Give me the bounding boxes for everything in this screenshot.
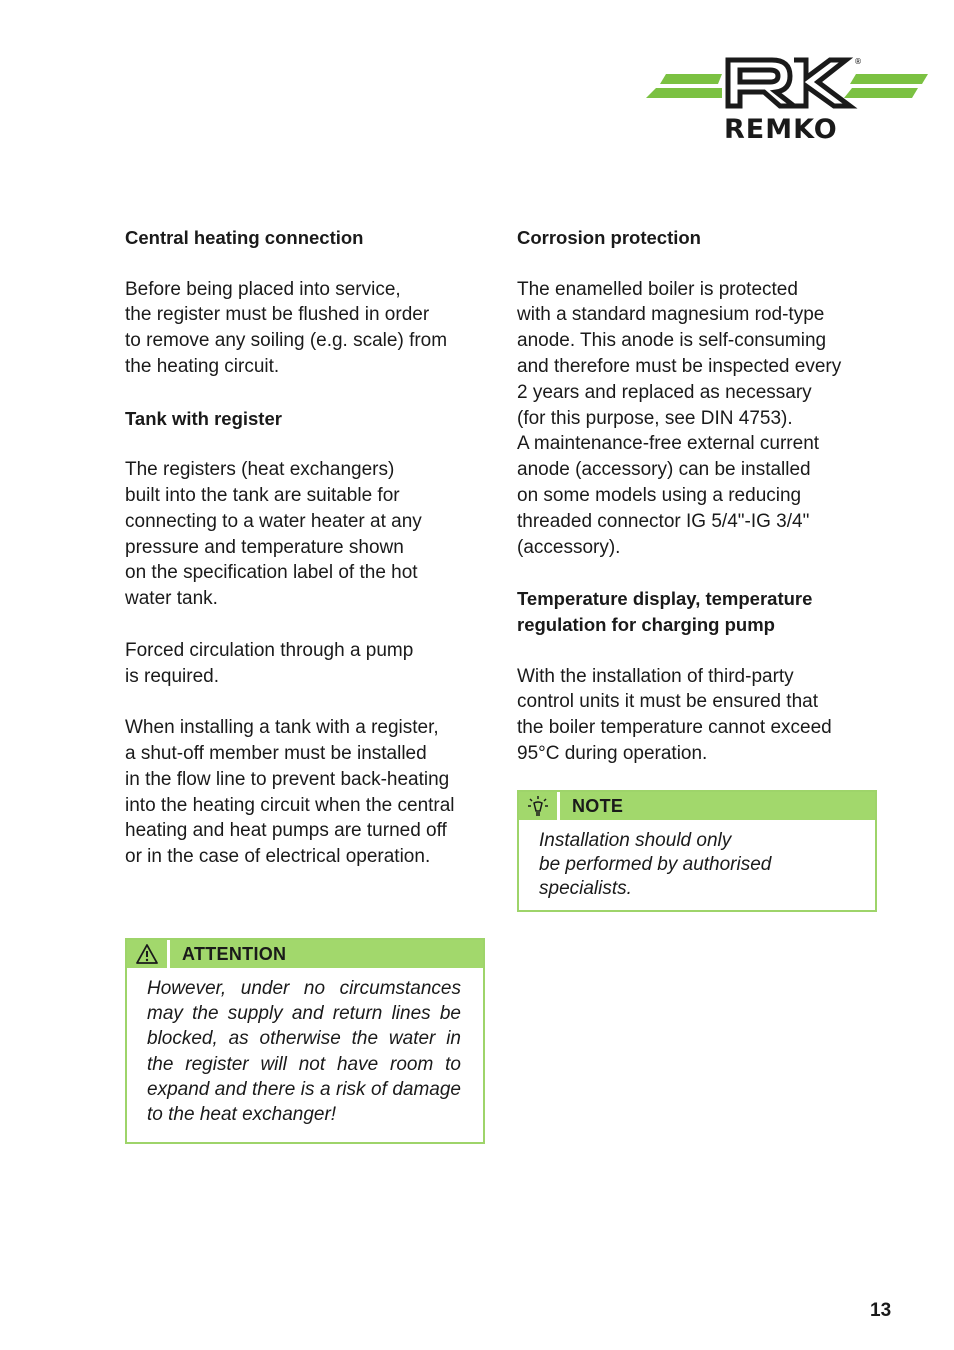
attention-box [125,938,485,1144]
central-heating-heading: Central heating connection [125,227,364,248]
note-box [517,790,877,912]
left-column [125,225,485,870]
note-text: Installation should only be performed by authorised specialists. [539,830,772,899]
tank-register-heading: Tank with register [125,407,282,429]
attention-header [127,940,483,968]
right-column [517,225,877,767]
note-title: NOTE [560,792,875,820]
temperature-heading: Temperature display, temperature regulation for charging pump [517,588,813,635]
corrosion-heading: Corrosion protection [517,227,701,248]
remko-logo [644,52,934,144]
shut-off-paragraph: When installing a tank with a register, a shut-off member must be installed in the flow line to prevent back-heating into the heating circuit when the central heating and heat pumps are turned off or in the case of electrical operation. [125,717,455,868]
tank-register-paragraph: The registers (heat exchangers) built into the tank are suitable for connecting to a water heater at any pressure and temperature shown on the specification label of the hot water tank. [125,459,422,610]
corrosion-paragraph: The enamelled boiler is protected with a standard magnesium rod-type anode. This anode is self-consuming and therefore must be inspected every 2 years and replaced as necessary (for this purpose, see DIN 4753). A maintenance-free external current anode (accessory) can be installed on some models using a reducing threaded connector IG 5/4"-IG 3/4" (accessory). [517,278,842,558]
central-heating-paragraph: Before being placed into service, the register must be flushed in order to remove any soiling (e.g. scale) from the heating circuit. [125,278,448,377]
warning-triangle-icon [127,940,170,968]
temperature-paragraph: With the installation of third-party control units it must be ensured that the boiler temperature cannot exceed 95°C during operation. [517,665,832,764]
brand-name: REMKO [724,114,838,144]
lightbulb-icon [519,792,560,820]
registered-mark: ® [854,57,862,66]
attention-title: ATTENTION [170,940,483,968]
page-number: 13 [870,1300,892,1321]
forced-circulation-paragraph: Forced circulation through a pump is required. [125,639,414,687]
note-header [519,792,875,820]
attention-text: However, under no circumstances may the supply and return lines be blocked, as otherwise the water in the register will not have room to expand and there is a risk of damage to the heat exchanger! [147,978,461,1126]
